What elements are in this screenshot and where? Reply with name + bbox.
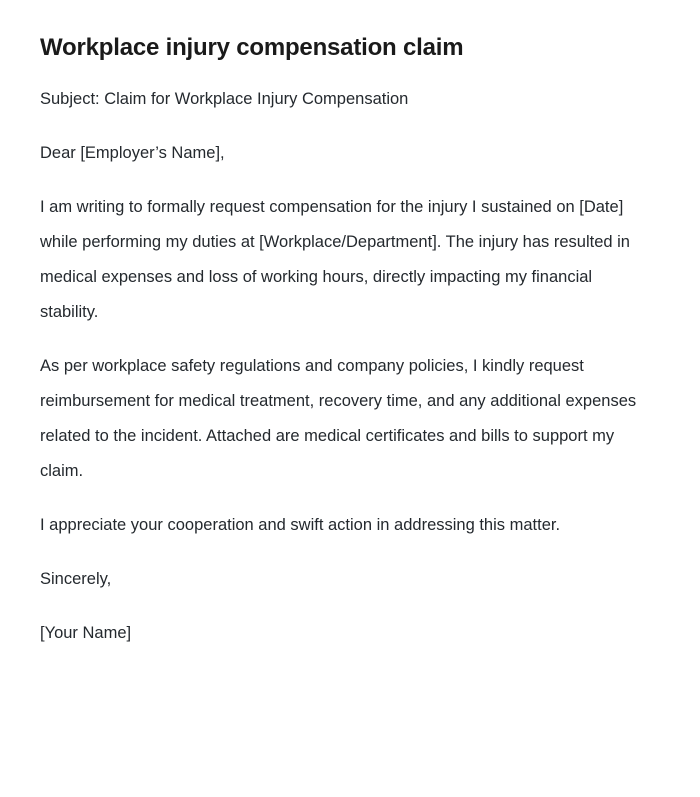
paragraph-body-1: I am writing to formally request compensation for the injury I sustained on [Date] while performing my duties at [Workplace/Department]. The injury has resulted in medical expenses and loss of working hours, directly impacting my financial stability. [40, 198, 630, 321]
paragraph-subject: Subject: Claim for Workplace Injury Compensation [40, 90, 409, 108]
paragraph-signature: [Your Name] [40, 624, 132, 642]
page-title: Workplace injury compensation claim [40, 34, 464, 61]
paragraph-salutation: Dear [Employer’s Name], [40, 144, 225, 162]
paragraph-body-2: As per workplace safety regulations and company policies, I kindly request reimbursement for medical treatment, recovery time, and any additional expenses related to the incident. Attached are medical certificates and bills to support my claim. [40, 357, 637, 480]
paragraph-closing: Sincerely, [40, 570, 112, 588]
paragraph-body-3: I appreciate your cooperation and swift action in addressing this matter. [40, 516, 561, 534]
